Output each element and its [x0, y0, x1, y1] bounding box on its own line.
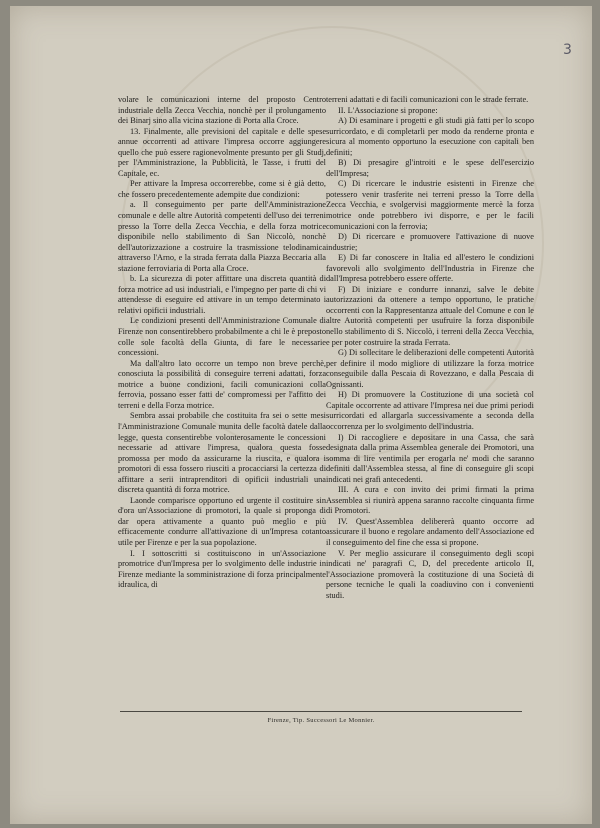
left-text-column	[118, 95, 326, 591]
paragraph: A) Di esaminare i progetti e gli studi già fatti per lo scopo surricordato, e di completarli per modo da renderne pronta e sicura al momento opportuno la esecuzione con capitali ben definiti;	[326, 116, 534, 157]
paragraph: terreni adattati e di facili comunicazioni con le strade ferrate.	[326, 95, 529, 104]
paragraph: E) Di far conoscere in Italia ed all'estero le condizioni favorevoli allo svolgimento dell'Industria in Firenze che dall'Impresa potrebbero essere offerte.	[326, 253, 534, 284]
right-text-column	[326, 95, 534, 601]
paragraph: b. La sicurezza di poter affittare una discreta quantità di forza motrice ad usi industriali, e l'impegno per parte di chi vi attendesse di eseguire ed attivare in un tempo determinato i relativi opificii industriali.	[118, 274, 326, 315]
page-number: 3	[563, 42, 572, 58]
paragraph: Ma dall'altro lato occorre un tempo non breve perchè, conosciuta la possibilità di conseguire terreni adattati, forza motrice a buone condizioni, facili comunicazioni colla ferrovia, possano esser fatti de' compromessi per l'affitto dei terreni e della Forza motrice.	[118, 358, 326, 410]
footer-rule	[120, 711, 522, 712]
printer-imprint: Firenze, Tip. Successori Le Monnier.	[267, 717, 375, 724]
paragraph: volare le comunicazioni interne del proposto Centro industriale della Zecca Vecchia, nonchè per il prolungamento dei Binarj sino alla vicina stazione di Porta alla Croce.	[118, 95, 326, 126]
paragraph: G) Di sollecitare le deliberazioni delle competenti Autorità per definire il modo migliore di utilizzare la forza motrice conseguibile dalla Pescaia di Rovezzano, e dalla Pescaia di Ognissanti.	[326, 348, 534, 389]
paragraph: H) Di promuovere la Costituzione di una società col Capitale occorrente ad attivare l'Impresa nei due primi periodi surricordati ed allargarla successivamente a seconda della occorrenza per lo svolgimento dell'industria.	[326, 390, 534, 431]
paragraph: I. I sottoscritti si costituiscono in un'Associazione promotrice d'un'Impresa per lo svolgimento delle industrie in Firenze mediante la somministrazione di forza principalmente idraulica, di	[118, 548, 326, 590]
paragraph: IV. Quest'Assemblea delibererà quanto occorre ad assicurare il buono e regolare andamento dell'Associazione ed il conseguimento del fine che essa si propone.	[326, 516, 534, 547]
paragraph: 13. Finalmente, alle previsioni del capitale e delle spese annue occorrenti ad attivare l'impresa occorre aggiungere quello che può essere ragionevolmente presunto per gli Studj, per l'Amministrazione, la Pubblicità, le Tasse, i frutti del Capitale, ec.	[118, 126, 326, 178]
paragraph: D) Di ricercare e promuovere l'attivazione di nuove industrie;	[326, 232, 534, 252]
paragraph: C) Di ricercare le industrie esistenti in Firenze che potessero venir trasferite nei terreni presso la Torre della Zecca Vecchia, e svolgervisi maggiormente mercè la forza motrice onde potrebbero ivi disporre, e per le facili comunicazioni con la ferrovia;	[326, 179, 534, 231]
paragraph: III. A cura e con invito dei primi firmati la prima Assemblea si riunirà appena saranno raccolte cinquanta firme di Promotori.	[326, 485, 534, 516]
paragraph: a. Il conseguimento per parte dell'Amministrazione comunale e delle altre Autorità competenti dell'uso dei terreni presso la Torre della Zecca Vecchia, e della forza motrice disponibile nello stabilimento di San Niccolò, nonchè dell'autorizzazione a costruire la trasmissione telodinamica attraverso l'Arno, e la strada ferrata dalla Piazza Beccaria alla stazione ferroviaria di Porta alla Croce.	[118, 200, 326, 273]
paragraph: F) Di iniziare e condurre innanzi, salve le debite autorizzazioni da ottenere a tempo opportuno, le pratiche occorrenti con la Rappresentanza attuale del Comune e con le altre Autorità competenti per usufruire la forza disponibile nello stabilimento di S. Niccolò, i terreni della Zecca Vecchia, e per poter costruire la strada Ferrata.	[326, 284, 534, 347]
paragraph: B) Di presagire gl'introiti e le spese dell'esercizio dell'Impresa;	[326, 158, 534, 178]
paragraph: II. L'Associazione si propone:	[338, 105, 438, 115]
paragraph: V. Per meglio assicurare il conseguimento degli scopi indicati ne' paragrafi C, D, del precedente articolo II, l'Associazione promoverà la costituzione di una Società di persone tecniche le quali la coadiuvino con i convenienti studi.	[326, 548, 534, 600]
paragraph: Le condizioni presenti dell'Amministrazione Comunale di Firenze non consentirebbero probabilmente a chi le è preposto colle sole facoltà della Giunta, di fare le necessarie concessioni.	[118, 316, 326, 358]
document-page	[10, 6, 592, 824]
paragraph: Laonde comparisce opportuno ed urgente il costituire sin d'ora un'Associazione di promotori, la quale si proponga di dar opera attivamente a quanto può meglio e più efficacemente condurre all'attivazione di un'Impresa cotanto utile per Firenze e per la sua popolazione.	[118, 495, 326, 547]
paragraph: Per attivare la Impresa occorrerebbe, come si è già detto, che fossero precedentemente adempite due condizioni:	[118, 179, 326, 199]
paragraph: Sembra assai probabile che costituita fra sei o sette mesi l'Amministrazione Comunale munita delle facoltà datele dalla legge, questa consentirebbe volonterosamente le concessioni necessarie ad attivare l'impresa, qualora questa fosse promossa per modo da assicurarne la riuscita, e qualora i promotori di essa fossero riusciti a procacciarsi la certezza di affittare a serii intraprenditori di opificii industriali una discreta quantità di forza motrice.	[118, 411, 326, 495]
paragraph: I) Di raccogliere e depositare in una Cassa, che sarà designata dalla prima Assemblea generale dei Promotori, una somma di lire ventimila per erogarla ne' modi che saranno definiti dall'Assemblea stessa, al fine di conseguire gli scopi indicati nei grafi antecedenti.	[326, 432, 534, 484]
